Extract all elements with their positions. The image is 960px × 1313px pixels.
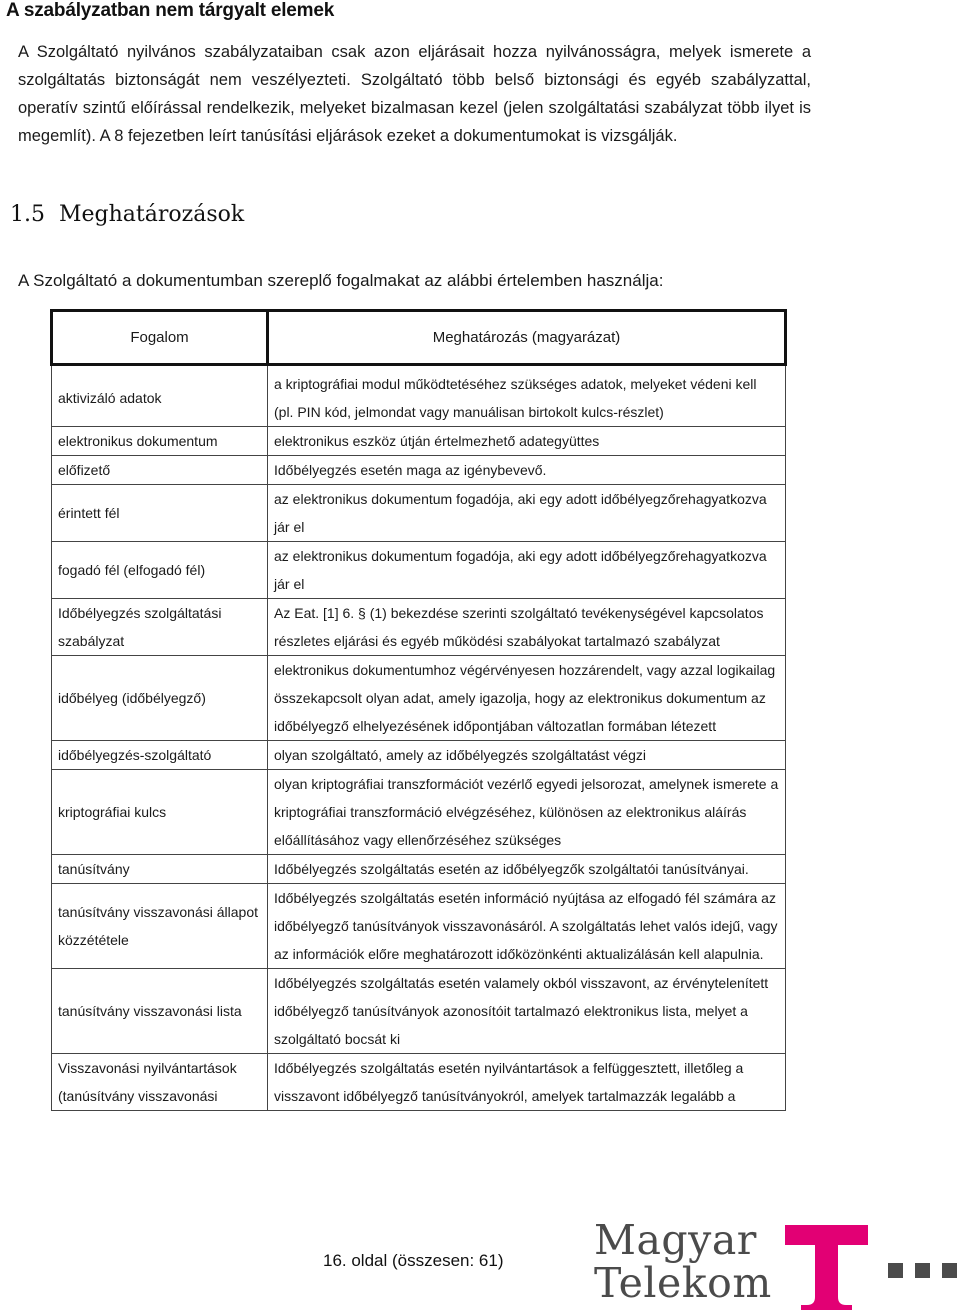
logo-square-1	[888, 1263, 903, 1278]
header-definition: Meghatározás (magyarázat)	[268, 311, 786, 365]
table-row	[52, 485, 786, 542]
term-cell: kriptográfiai kulcs	[52, 770, 268, 855]
logo-square-2	[915, 1263, 930, 1278]
term-cell: elektronikus dokumentum	[52, 427, 268, 456]
term-cell: tanúsítvány	[52, 855, 268, 884]
definitions-table	[50, 309, 787, 1111]
logo-square-3	[942, 1263, 957, 1278]
table-row	[52, 1054, 786, 1111]
telekom-t-logo	[785, 1225, 960, 1310]
term-cell: időbélyeg (időbélyegző)	[52, 656, 268, 741]
term-cell: fogadó fél (elfogadó fél)	[52, 542, 268, 599]
section-title: A szabályzatban nem tárgyalt elemek	[6, 0, 335, 21]
definition-cell: Időbélyegzés esetén maga az igénybevevő.	[268, 456, 786, 485]
term-cell: időbélyegzés-szolgáltató	[52, 741, 268, 770]
term-cell: aktivizáló adatok	[52, 365, 268, 427]
term-cell: előfizető	[52, 456, 268, 485]
table-row	[52, 656, 786, 741]
definition-cell: olyan kriptográfiai transzformációt vezérlő egyedi jelsorozat, amelynek ismerete a kriptográfiai transzformáció elvégzéséhez, különösen az elektronikus aláírás előállításához vagy ellenőrzéséhez szükséges	[268, 770, 786, 855]
heading-title: Meghatározások	[59, 202, 245, 227]
heading-number: 1.5	[10, 202, 45, 227]
table-row	[52, 770, 786, 855]
definition-cell: olyan szolgáltató, amely az időbélyegzés szolgáltatást végzi	[268, 741, 786, 770]
header-term: Fogalom	[52, 311, 268, 365]
table-row	[52, 599, 786, 656]
table-row	[52, 855, 786, 884]
brand-wordmark	[594, 1216, 772, 1307]
term-cell: érintett fél	[52, 485, 268, 542]
logo-t-shape	[785, 1225, 868, 1310]
term-cell: Visszavonási nyilvántartások (tanúsítvány visszavonási	[52, 1054, 268, 1111]
definition-cell: az elektronikus dokumentum fogadója, aki egy adott időbélyegzőrehagyatkozva jár el	[268, 485, 786, 542]
table-header-row	[52, 311, 786, 365]
term-cell: tanúsítvány visszavonási lista	[52, 969, 268, 1054]
table-row	[52, 741, 786, 770]
table-body	[52, 365, 786, 1111]
term-cell: Időbélyegzés szolgáltatási szabályzat	[52, 599, 268, 656]
body-paragraph	[18, 38, 811, 150]
definition-cell: elektronikus dokumentumhoz végérvényesen hozzárendelt, vagy azzal logikailag összekapcsolt olyan adat, amely igazolja, hogy az elektronikus dokumentum az időbélyegző elhelyezésének időpontjában változatlan formában létezett	[268, 656, 786, 741]
section-heading	[10, 202, 244, 227]
definition-cell: Időbélyegzés szolgáltatás esetén nyilvántartások a felfüggesztett, illetőleg a visszavont időbélyegző tanúsítványokról, amelyek tartalmazzák legalább a	[268, 1054, 786, 1111]
table-row	[52, 884, 786, 969]
paragraph-text: A Szolgáltató nyilvános szabályzataiban csak azon eljárásait hozza nyilvánosságra, melyek ismerete a szolgáltatás biztonságát nem veszélyezteti. Szolgáltató több belső biztonsági és egyéb szabályzattal, operatív szintű előírással rendelkezik, melyeket bizalmasan kezel (jelen szolgáltatási szabályzat több ilyet is megemlít). A 8 fejezetben leírt tanúsítási eljárások ezeket a dokumentumokat is vizsgálják.	[18, 43, 811, 145]
definition-cell: az elektronikus dokumentum fogadója, aki egy adott időbélyegzőrehagyatkozva jár el	[268, 542, 786, 599]
page-footer: 16. oldal (összesen: 61)	[323, 1251, 504, 1270]
table-row	[52, 427, 786, 456]
definition-cell: Időbélyegzés szolgáltatás esetén az időbélyegzők szolgáltatói tanúsítványai.	[268, 855, 786, 884]
definition-cell: Időbélyegzés szolgáltatás esetén információ nyújtása az elfogadó fél számára az időbélyegző tanúsítványok visszavonásáról. A szolgáltatás lehet valós idejű, vagy az információk előre meghatározott időközönkénti aktualizálásán kell alapulnia.	[268, 884, 786, 969]
table-row	[52, 542, 786, 599]
definition-cell: elektronikus eszköz útján értelmezhető adategyüttes	[268, 427, 786, 456]
term-cell: tanúsítvány visszavonási állapot közzététele	[52, 884, 268, 969]
definition-cell: a kriptográfiai modul működtetéséhez szükséges adatok, melyeket védeni kell (pl. PIN kód, jelmondat vagy manuálisan birtokolt kulcs-részlet)	[268, 365, 786, 427]
definition-cell: Az Eat. [1] 6. § (1) bekezdése szerinti szolgáltató tevékenységével kapcsolatos részletes eljárási és egyéb működési szabályokat tartalmazó szabályzat	[268, 599, 786, 656]
table-row	[52, 969, 786, 1054]
brand-line-2: Telekom	[594, 1259, 772, 1307]
table-row	[52, 456, 786, 485]
table-row	[52, 365, 786, 427]
brand-line-1: Magyar	[594, 1216, 757, 1264]
intro-text: A Szolgáltató a dokumentumban szereplő fogalmakat az alábbi értelemben használja:	[18, 271, 664, 290]
definition-cell: Időbélyegzés szolgáltatás esetén valamely okból visszavont, az érvénytelenített időbélyegző tanúsítványok azonosítóit tartalmazó elektronikus lista, melyet a szolgáltató bocsát ki	[268, 969, 786, 1054]
